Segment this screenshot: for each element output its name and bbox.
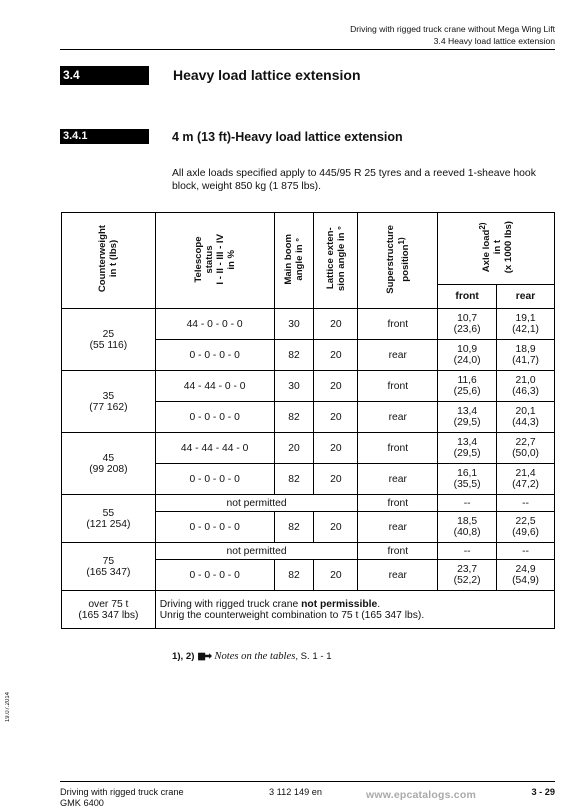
header-telescope [155,213,274,309]
subsection-title [172,130,403,144]
notes-link[interactable]: Notes on the tables [214,651,296,662]
side-date-stamp: 19.07.2014 [5,692,11,723]
rear-load-cell: 22,7 (50,0) [497,433,555,464]
header-axle-load-l2: in t [492,239,504,255]
counterweight-cell: 35 (77 162) [62,371,156,433]
header-front: front [438,285,497,309]
header-main-boom [274,213,314,309]
boom-angle-cell: 82 [274,402,314,433]
lattice-angle-cell: 20 [314,433,358,464]
header-counterweight [62,213,156,309]
front-load-cell: 13,4 (29,5) [438,433,497,464]
rear-load-cell: 21,4 (47,2) [497,464,555,495]
lattice-angle-cell: 20 [314,402,358,433]
front-load-cell: -- [438,543,497,560]
front-load-cell: -- [438,495,497,512]
page-number: 3 - 29 [531,787,555,797]
position-cell: front [358,495,438,512]
header-lattice-l1: Lattice exten- [324,228,336,290]
footer-doc-number: 3 112 149 en [269,787,322,797]
position-cell: rear [358,340,438,371]
front-load-cell: 10,7 (23,6) [438,309,497,340]
table-row [62,591,555,629]
telescope-cell: 0 - 0 - 0 - 0 [155,560,274,591]
table-row [62,371,555,402]
position-cell: front [358,371,438,402]
subsection-title-name: -Heavy load lattice extension [231,130,403,144]
front-load-cell: 11,6 (25,6) [438,371,497,402]
front-load-cell: 16,1 (35,5) [438,464,497,495]
header-line-2: 3.4 Heavy load lattice extension [433,36,555,46]
header-lattice [314,213,358,309]
telescope-cell: 44 - 44 - 44 - 0 [155,433,274,464]
arrow-right-icon: ▮▮➡ [197,651,211,662]
telescope-cell: 0 - 0 - 0 - 0 [155,340,274,371]
header-telescope-l2: status [203,244,215,274]
header-main-boom-l1: Main boom [282,233,294,285]
watermark: www.epcatalogs.com [366,789,476,801]
boom-angle-cell: 82 [274,560,314,591]
header-axle-load-sup: 2) [478,222,488,230]
footer-left-line1: Driving with rigged truck crane [60,787,184,797]
notes-ref: , S. 1 - 1 [295,651,332,662]
header-axle-load-l1: Axle load [481,229,493,272]
rear-load-cell: 21,0 (46,3) [497,371,555,402]
table-notes [172,651,332,662]
lattice-angle-cell: 20 [314,371,358,402]
lattice-angle-cell: 20 [314,512,358,543]
boom-angle-cell: 30 [274,371,314,402]
header-main-boom-l2: angle in ° [293,237,305,281]
counterweight-cell: 25 (55 116) [62,309,156,371]
section-number: 3.4 [60,66,149,85]
telescope-cell: 0 - 0 - 0 - 0 [155,512,274,543]
rear-load-cell: 20,1 (44,3) [497,402,555,433]
footer-left-line2: GMK 6400 [60,798,104,808]
position-cell: front [358,433,438,464]
footer-rule [60,781,555,782]
header-axle-load [438,213,555,285]
boom-angle-cell: 82 [274,340,314,371]
front-load-cell: 23,7 (52,2) [438,560,497,591]
header-counterweight-l2: in t (lbs) [108,240,120,278]
rear-load-cell: -- [497,495,555,512]
not-permitted-cell: not permitted [155,495,358,512]
header-telescope-l3: I - II - III - IV [214,233,226,285]
footer-left [60,787,184,809]
header-telescope-l4: in % [225,249,237,269]
position-cell: front [358,309,438,340]
position-cell: rear [358,560,438,591]
telescope-cell: 44 - 44 - 0 - 0 [155,371,274,402]
table-row [62,495,555,512]
header-superstructure [358,213,438,309]
header-telescope-l1: Telescope [192,235,204,283]
note-marks: 1), 2) [172,651,195,662]
header-lattice-l2: sion angle in ° [335,226,347,292]
section-title: Heavy load lattice extension [173,67,361,83]
axle-load-table [61,212,555,629]
lattice-angle-cell: 20 [314,340,358,371]
header-superstructure-l1: Superstructure [384,224,396,294]
boom-angle-cell: 82 [274,512,314,543]
position-cell: rear [358,464,438,495]
header-superstructure-l2: position [399,243,411,282]
table-row [62,309,555,340]
counterweight-cell: 55 (121 254) [62,495,156,543]
header-axle-load-l3: (x 1000 lbs) [503,220,515,274]
lattice-angle-cell: 20 [314,464,358,495]
boom-angle-cell: 30 [274,309,314,340]
rear-load-cell: 19,1 (42,1) [497,309,555,340]
subsection-number: 3.4.1 [60,129,149,144]
telescope-cell: 44 - 0 - 0 - 0 [155,309,274,340]
header-rule [60,49,555,50]
counterweight-cell: 45 (99 208) [62,433,156,495]
rear-load-cell: -- [497,543,555,560]
not-permitted-cell: not permitted [155,543,358,560]
not-permissible-note: Driving with rigged truck crane not permissible. Unrig the counterweight combination to 75 t (165 347 lbs). [155,591,554,629]
header-rear: rear [497,285,555,309]
table-row [62,433,555,464]
lattice-angle-cell: 20 [314,309,358,340]
rear-load-cell: 24,9 (54,9) [497,560,555,591]
counterweight-cell: over 75 t (165 347 lbs) [62,591,156,629]
boom-angle-cell: 20 [274,433,314,464]
front-load-cell: 18,5 (40,8) [438,512,497,543]
header-line-1: Driving with rigged truck crane without Mega Wing Lift [350,24,555,34]
front-load-cell: 13,4 (29,5) [438,402,497,433]
intro-text: All axle loads specified apply to 445/95 R 25 tyres and a reeved 1-sheave hook block, weight 850 kg (1 875 lbs). [172,168,536,192]
telescope-cell: 0 - 0 - 0 - 0 [155,464,274,495]
telescope-cell: 0 - 0 - 0 - 0 [155,402,274,433]
front-load-cell: 10,9 (24,0) [438,340,497,371]
rear-load-cell: 18,9 (41,7) [497,340,555,371]
counterweight-cell: 75 (165 347) [62,543,156,591]
header-superstructure-sup: 1) [396,236,406,244]
header-counterweight-l1: Counterweight [97,225,109,293]
position-cell: rear [358,512,438,543]
position-cell: front [358,543,438,560]
lattice-angle-cell: 20 [314,560,358,591]
rear-load-cell: 22,5 (49,6) [497,512,555,543]
position-cell: rear [358,402,438,433]
boom-angle-cell: 82 [274,464,314,495]
subsection-title-size: 4 m (13 ft) [172,130,232,144]
table-row [62,543,555,560]
